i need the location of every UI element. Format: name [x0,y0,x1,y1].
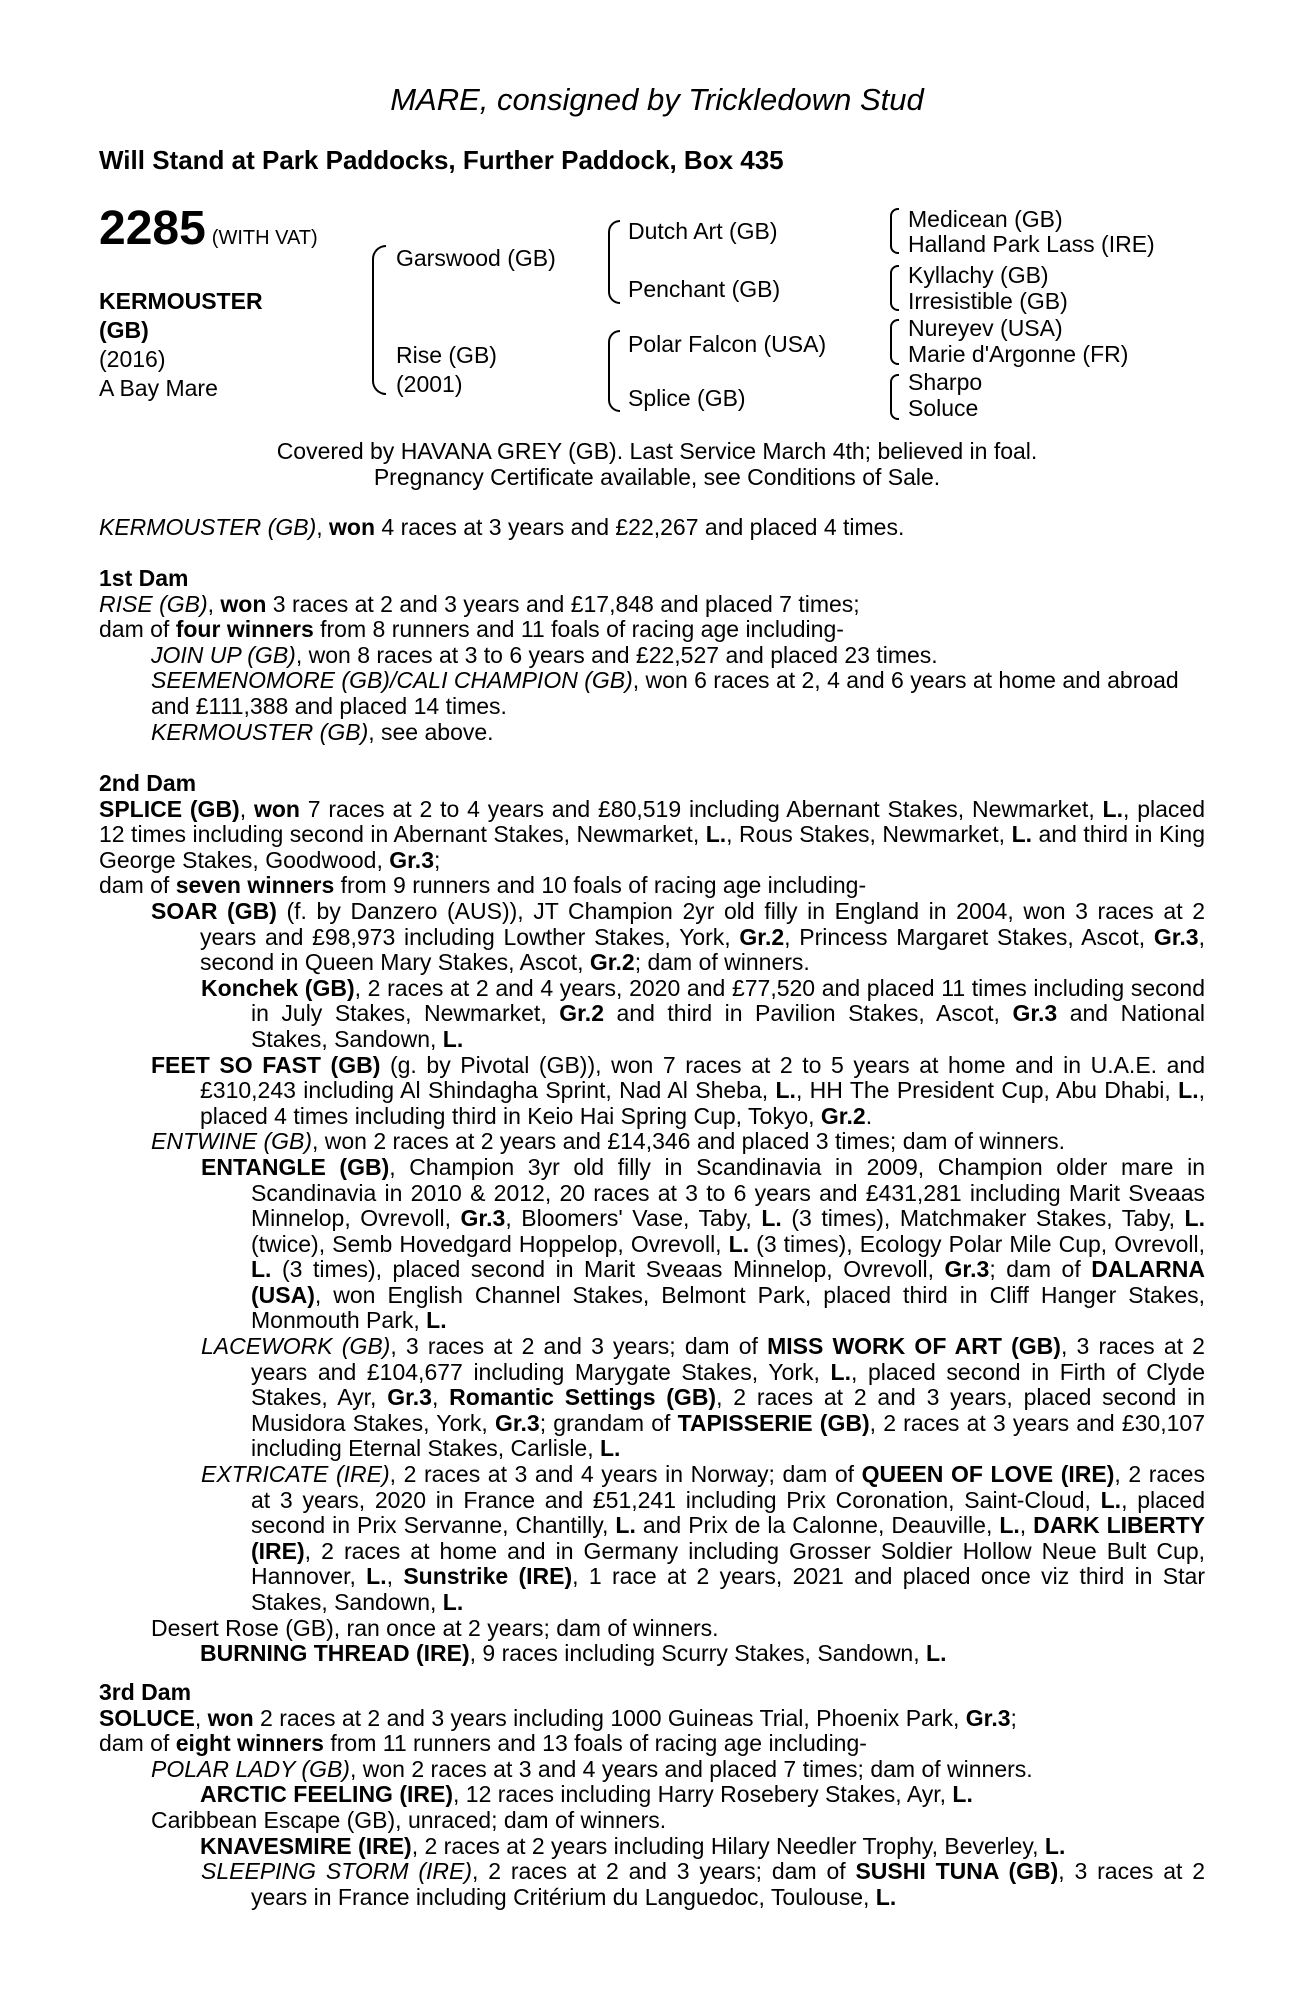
lot-number-value: 2285 [99,202,206,255]
pedigree-bracket [890,374,899,420]
produce-name: Romantic Settings (GB) [449,1384,717,1411]
produce-text: dam of [99,616,176,643]
text: (f. by Danzero (AUS)), JT Champion 2yr old filly in England in 2004, won 3 races at 2 years and £98,973 including Lowther Stakes, York, [200,897,1205,950]
section-heading: 3rd Dam [99,1679,192,1705]
pedigree-g7: Sharpo [908,369,983,395]
winners-count: four winners [175,616,314,643]
text: , 9 races including Scurry Stakes, Sandown, [469,1640,927,1667]
text: , HH The President Cup, Abu Dhabi, [795,1077,1179,1104]
produce-entry [99,1462,1205,1616]
dam-name: SOLUCE [99,1704,195,1731]
pedigree-bracket [890,265,899,311]
section-heading: 2nd Dam [99,770,197,796]
text: , Champion 3yr old filly in Scandinavia in 2009, Champion older mare in Scandinavia in 2010 & 2012, 20 races at 3 to 6 years and £431,281 including Marit Sveaas Minnelop, Ovrevoll, [251,1153,1205,1232]
horse-info [99,287,263,403]
produce-name: JOIN UP (GB) [151,641,296,668]
text: and National Stakes, Sandown, [251,1000,1205,1052]
produce-name: SUSHI TUNA (GB) [855,1858,1059,1885]
listed: L. [926,1640,947,1667]
text: dam of [99,1730,176,1757]
summary-block [99,515,1205,541]
text: , 2 races at 2 and 4 years, 2020 and £77,520 and placed 11 times including second in July Stakes, Newmarket, [251,974,1205,1027]
listed: L. [952,1781,973,1808]
section-heading: 1st Dam [99,565,189,591]
page-title: MARE, consigned by Trickledown Stud [390,82,924,117]
text: (twice), Semb Hovedgard Hoppelop, Ovrevoll, [251,1230,729,1257]
produce-entry [99,643,1205,669]
third-dam-section [99,1680,1205,1910]
listed: L. [442,1589,464,1615]
listed: L. [1102,795,1123,822]
text: , [194,1704,208,1731]
listed: L. [875,1883,897,1910]
text: from 9 runners and 10 foals of racing age including- [334,872,867,899]
summary-line: KERMOUSTER (GB), won 4 races at 3 years and £22,267 and placed 4 times. [99,514,905,540]
text: ; [434,846,441,873]
text: , Princess Margaret Stakes, Ascot, [784,923,1154,950]
horse-description: A Bay Mare [99,375,218,401]
text: , Bloomers' Vase, Taby, [505,1205,762,1232]
text: ; dam of [989,1256,1092,1283]
produce-entry [99,1155,1205,1334]
produce-name: ARCTIC FEELING (IRE) [200,1781,453,1808]
text: and third in Pavilion Stakes, Ascot, [604,1000,1013,1027]
text: and third in King George Stakes, Goodwood, [99,821,1205,873]
pedigree-g2: Halland Park Lass (IRE) [908,231,1155,257]
dam-record: 3 races at 2 and 3 years and £17,848 and placed 7 times; [266,590,860,617]
summary-won: won [329,514,376,540]
text: Caribbean Escape (GB), unraced; dam of winners. [151,1806,667,1833]
listed: L. [705,821,727,848]
listed: L. [775,1077,796,1104]
produce-entry [99,1808,1205,1834]
group: Gr.2 [820,1102,866,1129]
text: (g. by Pivotal (GB)), won 7 races at 2 to 5 years at home and in U.A.E. and £310,243 including Al Shindagha Sprint, Nad Al Sheba, [200,1051,1206,1104]
stand-location: Will Stand at Park Paddocks, Further Paddock, Box 435 [99,145,784,175]
produce-line [99,1731,1205,1757]
group: Gr.3 [387,1384,432,1411]
produce-name: POLAR LADY (GB) [151,1755,350,1782]
produce-name: QUEEN OF LOVE (IRE) [861,1461,1115,1488]
pedigree-dam-dam: Splice (GB) [628,385,746,411]
text: , won English Channel Stakes, Belmont Park, placed third in Cliff Hanger Stakes, Monmouth Park, [251,1281,1205,1334]
produce-name: EXTRICATE (IRE) [201,1461,390,1488]
produce-entry [99,1334,1205,1462]
produce-name: Konchek (GB) [201,974,355,1001]
listed: L. [1184,1205,1205,1232]
text: ; grandam of [539,1409,678,1436]
pedigree-g4: Irresistible (GB) [908,288,1068,314]
text: dam of [99,872,176,899]
pedigree-sire-sire: Dutch Art (GB) [628,218,778,244]
text: 2 races at 2 and 3 years including 1000 Guineas Trial, Phoenix Park, [253,1704,966,1731]
dam-won: won [253,795,300,822]
pedigree-bracket [890,208,899,254]
listed: L. [1178,1077,1199,1104]
text: , second in Queen Mary Stakes, Ascot, [200,923,1205,976]
horse-year: (2016) [99,346,166,372]
dam-record [99,1706,1205,1732]
listed: L. [761,1205,782,1232]
listed: L. [728,1230,750,1257]
produce-name: LACEWORK (GB) [201,1333,391,1360]
pedigree-g6: Marie d'Argonne (FR) [908,341,1129,367]
listed: L. [1044,1832,1066,1859]
produce-entry [99,1053,1205,1130]
listed: L. [366,1563,387,1590]
produce-entry [99,1616,1205,1642]
text: from 11 runners and 13 foals of racing age including- [323,1730,867,1757]
group: Gr.3 [494,1409,540,1436]
produce-name: DARK LIBERTY (IRE) [251,1512,1205,1564]
pedigree-sire-dam: Penchant (GB) [628,276,781,302]
text: , placed second in Prix Servanne, Chantilly, [251,1486,1205,1539]
text: , Rous Stakes, Newmarket, [726,821,1012,848]
pedigree-bracket [608,220,620,304]
horse-name: KERMOUSTER [99,288,263,314]
group: Gr.2 [589,949,635,976]
produce-name: Sunstrike (IRE) [403,1563,573,1590]
group: Gr.3 [944,1256,990,1283]
text: . [865,1102,873,1129]
produce-entry [99,1782,1205,1808]
listed: L. [830,1358,851,1385]
dam-name: RISE (GB) [99,590,208,617]
group: Gr.3 [1153,923,1199,950]
pregnancy-line: Pregnancy Certificate available, see Conditions of Sale. [373,464,941,490]
pedigree-g1: Medicean (GB) [908,206,1063,232]
produce-name: DALARNA (USA) [251,1256,1205,1308]
pedigree-g3: Kyllachy (GB) [908,262,1049,288]
text: , 2 races at 2 years including Hilary Needler Trophy, Beverley, [411,1832,1045,1859]
text: , won 2 races at 3 and 4 years and placed 7 times; dam of winners. [349,1755,1033,1782]
text: (3 times), Ecology Polar Mile Cup, Ovrevoll, [749,1230,1206,1257]
produce-entry [99,668,1205,719]
listed: L. [999,1512,1020,1539]
group: Gr.3 [460,1205,506,1232]
covered-line: Covered by HAVANA GREY (GB). Last Service March 4th; believed in foal. [276,438,1038,464]
text: , 3 races at 2 years and £104,677 including Marygate Stakes, York, [251,1333,1205,1385]
horse-country: (GB) [99,317,149,343]
produce-line [99,617,1205,643]
group: Gr.3 [965,1704,1011,1731]
text: , 2 races at 3 years, 2020 in France and £51,241 including Prix Coronation, Saint-Cloud, [251,1461,1205,1513]
produce-record: , won 6 races at 2, 4 and 6 years at home and abroad and £111,388 and placed 14 times. [151,667,1179,719]
dam-won: won [207,1704,254,1731]
pedigree-dam-year: (2001) [396,371,463,397]
produce-record: , won 8 races at 3 to 6 years and £22,527 and placed 23 times. [295,641,938,668]
pedigree-bracket [372,245,386,395]
produce-text: from 8 runners and 11 foals of racing age including- [313,616,844,643]
produce-name: SOAR (GB) [151,897,277,924]
produce-entry [99,1834,1205,1860]
dam-won: won [220,590,267,617]
text: , [386,1563,404,1590]
pedigree-dam: Rise (GB) [396,342,497,368]
dam-line: RISE (GB), won 3 races at 2 and 3 years and £17,848 and placed 7 times; [99,590,860,617]
produce-name: ENTANGLE (GB) [201,1153,390,1180]
listed: L. [426,1307,447,1334]
pedigree-sire: Garswood (GB) [396,245,556,271]
produce-name: SLEEPING STORM (IRE) [201,1858,473,1885]
text: , 3 races at 2 and 3 years; dam of [390,1333,768,1360]
group: Gr.2 [559,1000,604,1027]
listed: L. [442,1025,464,1052]
text: ; dam of winners. [634,949,810,976]
covered-note [0,438,1314,490]
text: , 2 races at 2 and 3 years, placed second in Musidora Stakes, York, [251,1384,1206,1436]
group: Gr.3 [1012,1000,1058,1027]
text: and Prix de la Calonne, Deauville, [635,1512,1000,1539]
text: , 2 races at 3 years and £30,107 including Eternal Stakes, Carlisle, [251,1409,1205,1462]
produce-name: ENTWINE (GB) [151,1128,312,1155]
text: , 1 race at 2 years, 2021 and placed once viz third in Star Stakes, Sandown, [251,1563,1205,1615]
first-dam-section [99,566,1205,745]
produce-name: MISS WORK OF ART (GB) [767,1333,1061,1360]
pedigree-dam-sire: Polar Falcon (USA) [628,331,827,357]
produce-name: TAPISSERIE (GB) [677,1409,870,1436]
produce-name: SEEMENOMORE (GB)/CALI CHAMPION (GB) [151,667,633,694]
produce-name: FEET SO FAST (GB) [151,1051,381,1078]
lot-number [99,204,318,263]
winners-count: eight winners [175,1730,324,1757]
text: , placed 4 times including third in Keio Hai Spring Cup, Tokyo, [200,1077,1205,1129]
summary-rest: 4 races at 3 years and £22,267 and placed 4 times. [375,514,905,540]
produce-entry [99,899,1205,976]
text: , 12 races including Harry Rosebery Stakes, Ayr, [453,1781,953,1808]
text: , won 2 races at 2 years and £14,346 and placed 3 times; dam of winners. [312,1128,1066,1155]
group: Gr.2 [739,923,785,950]
pedigree-g5: Nureyev (USA) [908,315,1063,341]
produce-entry [99,1757,1205,1783]
produce-name: KNAVESMIRE (IRE) [200,1832,412,1859]
text: , placed second in Firth of Clyde Stakes, Ayr, [251,1358,1205,1411]
listed: L. [1011,821,1033,848]
summary-horse: KERMOUSTER (GB) [99,514,317,540]
text: , 2 races at 2 and 3 years; dam of [472,1858,856,1885]
produce-entry [99,976,1205,1053]
produce-name: BURNING THREAD (IRE) [200,1640,470,1667]
text: , [1019,1512,1034,1539]
pedigree-bracket [890,319,899,365]
text: Desert Rose (GB), ran once at 2 years; dam of winners. [151,1614,719,1641]
second-dam-section [99,771,1205,1667]
text: , 2 races at 3 and 4 years in Norway; dam of [389,1461,862,1488]
produce-entry [99,1129,1205,1155]
produce-entry [99,1641,1205,1667]
produce-line [99,873,1205,899]
text: ; [1010,1704,1017,1731]
produce-record: , see above. [368,718,494,745]
listed: L. [251,1256,272,1283]
pedigree-g8: Soluce [908,395,979,421]
listed: L. [1100,1486,1122,1513]
text: (3 times), placed second in Marit Sveaas Minnelop, Ovrevoll, [271,1256,945,1283]
listed: L. [615,1512,636,1539]
vat-note: (WITH VAT) [211,227,318,249]
text: , 3 races at 2 years in France including Critérium du Languedoc, Toulouse, [251,1858,1206,1910]
text: , 2 races at home and in Germany including Grosser Soldier Hollow Neue Bult Cup, Hannover, [251,1537,1205,1590]
winners-count: seven winners [175,872,335,899]
produce-entry [99,1859,1205,1910]
text: 7 races at 2 to 4 years and £80,519 including Abernant Stakes, Newmarket, [299,795,1103,822]
listed: L. [600,1435,621,1462]
group: Gr.3 [389,846,434,873]
pedigree-bracket [608,330,620,412]
produce-name: KERMOUSTER (GB) [151,718,369,745]
text: , placed 12 times including second in Abernant Stakes, Newmarket, [99,795,1205,848]
dam-record [99,797,1205,874]
text: (3 times), Matchmaker Stakes, Taby, [781,1205,1185,1232]
text: , [431,1384,450,1411]
dam-name: SPLICE (GB) [99,795,240,822]
produce-entry [99,720,1205,746]
text: , [239,795,254,822]
